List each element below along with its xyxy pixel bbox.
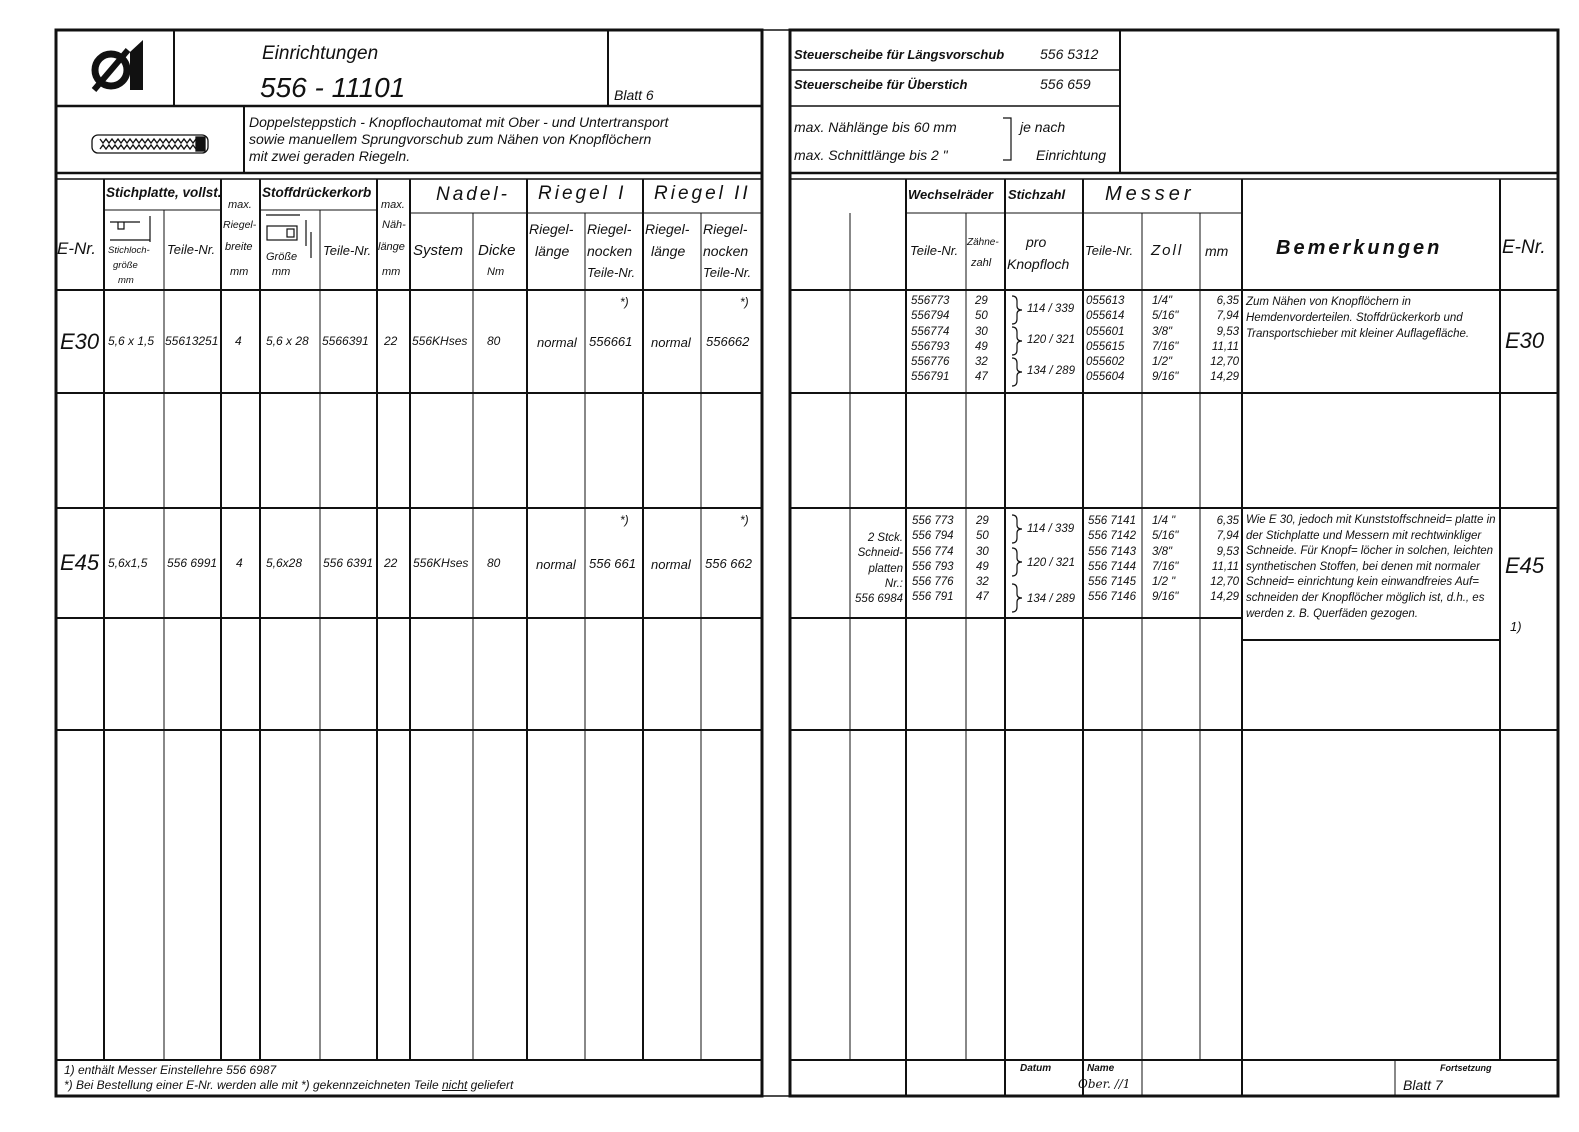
cell-messer-teile: 556 7141 556 7142 556 7143 556 7144 556 7145 556 7146	[1088, 515, 1136, 604]
col-r2-nocken-2: nocken	[703, 243, 749, 259]
footnote-1: 1) enthält Messer Einstellehre 556 6987	[64, 1063, 277, 1077]
col-max-1: max.	[228, 199, 252, 211]
col-stichloch-1: Stichloch-	[108, 245, 150, 256]
cell-r2-laenge: normal	[651, 557, 691, 572]
cell-messer-teile: 055613 055614 055601 055615 055602 055604	[1086, 295, 1125, 384]
col-stichzahl: Stichzahl	[1008, 187, 1066, 202]
col-enr-left: E-Nr.	[57, 239, 97, 258]
cell-schneidplatten: 2 Stck. Schneid- platten Nr.: 556 6984	[855, 532, 903, 606]
cell-stichloch: 5,6x1,5	[108, 556, 148, 570]
col-stichloch-2: größe	[113, 260, 138, 271]
col-stichplatte: Stichplatte, vollst.	[106, 185, 222, 200]
cell-stichzahl: 114 / 339	[1027, 523, 1075, 535]
cell-zaehne: 29 50 30 49 32 47	[975, 295, 988, 384]
cell-stoff-teile: 5566391	[322, 334, 369, 348]
col-wechsel-teile: Teile-Nr.	[910, 243, 959, 258]
col-stichloch-mm: mm	[118, 275, 134, 286]
sheet-number: Blatt 6	[614, 87, 654, 103]
footnote-mark: 1)	[1510, 619, 1522, 634]
steuerscheibe-laengs-value: 556 5312	[1040, 46, 1099, 62]
col-riegel-breite-1: Riegel-	[223, 219, 257, 231]
cell-bemerkungen: Zum Nähen von Knopflöchern in Hemdenvorderteilen. Stoffdrückerkorb und Transportschieber mit kleiner Auflagefläche.	[1246, 296, 1470, 340]
col-messer-teile: Teile-Nr.	[1085, 243, 1134, 258]
col-naeh-1: Näh-	[382, 219, 406, 231]
cell-stichzahl: 134 / 289	[1027, 365, 1075, 377]
max-schnittlaenge: max. Schnittlänge bis 2 "	[794, 147, 948, 163]
steuerscheibe-ueber-label: Steuerscheibe für Überstich	[794, 77, 968, 92]
cell-r1-laenge: normal	[536, 557, 576, 572]
col-dicke: Dicke	[478, 242, 516, 259]
cell-stichloch: 5,6 x 1,5	[108, 334, 155, 348]
je-nach: je nach	[1020, 119, 1066, 135]
col-riegel-ii: Riegel II	[654, 183, 751, 204]
name-label: Name	[1087, 1063, 1115, 1074]
steuerscheibe-ueber-value: 556 659	[1040, 76, 1091, 92]
cell-r1-laenge: normal	[537, 335, 577, 350]
col-groesse: Größe	[266, 251, 298, 263]
cell-stichzahl: 114 / 339	[1027, 303, 1075, 315]
header-title: Einrichtungen	[262, 43, 379, 64]
col-groesse-mm: mm	[272, 266, 291, 278]
cell-r2-star: *)	[740, 295, 749, 309]
cell-r2-star: *)	[740, 513, 749, 527]
col-r1-laenge-2: länge	[535, 243, 570, 259]
cell-stichzahl: 120 / 321	[1027, 557, 1075, 569]
col-riegel-breite-2: breite	[225, 241, 253, 253]
header-number: 556 - 11101	[260, 72, 406, 103]
col-enr-right: E-Nr.	[1502, 237, 1546, 258]
col-riegel-mm: mm	[230, 266, 249, 278]
cell-messer-mm: 6,35 7,94 9,53 11,11 12,70 14,29	[1210, 515, 1239, 604]
steuerscheibe-laengs-label: Steuerscheibe für Längsvorschub	[794, 47, 1005, 62]
cell-bemerkungen: Wie E 30, jedoch mit Kunststoffschneid= platte in der Stichplatte und Messern mit rechtwinkliger Schneide. Für Knopf= löcher in solchen, leichten synthetischen Stoffen, bei denen mit normaler Schneid= einrichtung kein einwandfreies Auf= schneiden der Knopflöcher möglich ist, d.h., es werden z. B. Querfäden gezogen.	[1246, 514, 1496, 620]
cell-r2-nocken: 556662	[706, 334, 750, 349]
col-r2-nocken-1: Riegel-	[703, 221, 748, 237]
cell-r1-nocken: 556661	[589, 334, 633, 349]
cell-r1-star: *)	[620, 513, 629, 527]
cell-zoll: 1/4" 5/16" 3/8" 7/16" 1/2" 9/16"	[1152, 295, 1179, 384]
cell-stoff-teile: 556 6391	[323, 556, 374, 570]
cell-riegelbreite: 4	[235, 334, 242, 348]
col-knopfloch: Knopfloch	[1007, 256, 1070, 272]
col-zaehne-1: Zähne-	[967, 237, 999, 248]
brand-logo-icon	[94, 40, 143, 90]
col-naeh-mm: mm	[382, 266, 401, 278]
cell-zaehne: 29 50 30 49 32 47	[976, 515, 989, 604]
cell-dicke: 80	[487, 334, 501, 348]
cell-stichzahl: 120 / 321	[1027, 334, 1075, 346]
col-r2-laenge-1: Riegel-	[645, 221, 690, 237]
col-naeh-2: länge	[378, 241, 405, 253]
cell-groesse: 5,6x28	[266, 556, 303, 570]
col-stoffdruecker: Stoffdrückerkorb	[262, 185, 372, 200]
cell-system: 556KHses	[412, 334, 468, 348]
col-zoll: Zoll	[1151, 242, 1184, 259]
col-r2-laenge-2: länge	[651, 243, 686, 259]
col-messer: Messer	[1105, 183, 1195, 205]
cell-naehlaenge: 22	[384, 556, 398, 570]
col-r1-nocken-3: Teile-Nr.	[587, 265, 636, 280]
col-riegel-i: Riegel I	[538, 183, 627, 204]
einrichtung: Einrichtung	[1036, 147, 1107, 163]
cell-wechsel-teile: 556773 556794 556774 556793 556776 556791	[911, 295, 950, 384]
cell-dicke: 80	[487, 556, 501, 570]
cell-r2-nocken: 556 662	[705, 556, 752, 571]
cell-stichzahl: 134 / 289	[1027, 593, 1075, 605]
col-messer-mm: mm	[1205, 243, 1229, 259]
next-sheet: Blatt 7	[1403, 1077, 1443, 1093]
cell-stichplatte-teile: 55613251	[165, 334, 219, 348]
col-r2-nocken-3: Teile-Nr.	[703, 265, 752, 280]
col-pro: pro	[1026, 234, 1047, 250]
cell-system: 556KHses	[413, 556, 469, 570]
col-zaehne-2: zahl	[971, 257, 992, 269]
col-r1-laenge-1: Riegel-	[529, 221, 574, 237]
footnote-2: *) Bei Bestellung einer E-Nr. werden alle mit *) gekennzeichneten Teile nicht geliefert	[64, 1078, 514, 1092]
fortsetzung-label: Fortsetzung	[1440, 1063, 1492, 1073]
col-r1-nocken-2: nocken	[587, 243, 633, 259]
cell-riegelbreite: 4	[236, 556, 243, 570]
cell-wechsel-teile: 556 773 556 794 556 774 556 793 556 776 556 791	[912, 515, 954, 604]
col-system: System	[413, 242, 464, 259]
col-nadel: Nadel-	[436, 184, 510, 205]
col-max-2: max.	[381, 199, 405, 211]
row-enr-right: E30	[1505, 328, 1545, 353]
cell-zoll: 1/4 " 5/16" 3/8" 7/16" 1/2 " 9/16"	[1152, 515, 1179, 604]
col-r1-nocken-1: Riegel-	[587, 221, 632, 237]
datum-label: Datum	[1020, 1063, 1052, 1074]
cell-r1-nocken: 556 661	[589, 556, 636, 571]
cell-r2-laenge: normal	[651, 335, 691, 350]
cell-messer-mm: 6,35 7,94 9,53 11,11 12,70 14,29	[1210, 295, 1239, 384]
signature: Ober. //1	[1078, 1077, 1131, 1091]
col-stichplatte-teile: Teile-Nr.	[167, 242, 216, 257]
col-bemerkungen: Bemerkungen	[1276, 237, 1443, 259]
col-stoff-teile: Teile-Nr.	[323, 243, 372, 258]
row-enr: E30	[60, 329, 100, 354]
cell-groesse: 5,6 x 28	[266, 334, 309, 348]
col-wechselraeder: Wechselräder	[908, 187, 994, 202]
brand-logo-text	[68, 42, 69, 43]
row-enr-right: E45	[1505, 553, 1545, 578]
machine-description: Doppelsteppstich - Knopflochautomat mit Ober - und Untertransport sowie manuellem Sprungvorschub zum Nähen von Knopflöchern mit zwei geraden Riegeln.	[249, 114, 669, 164]
cell-naehlaenge: 22	[384, 334, 398, 348]
buttonhole-icon	[92, 135, 208, 153]
cell-stichplatte-teile: 556 6991	[167, 556, 218, 570]
row-enr: E45	[60, 550, 100, 575]
cell-r1-star: *)	[620, 295, 629, 309]
max-naehlaenge: max. Nählänge bis 60 mm	[794, 119, 957, 135]
col-nm: Nm	[487, 266, 505, 278]
